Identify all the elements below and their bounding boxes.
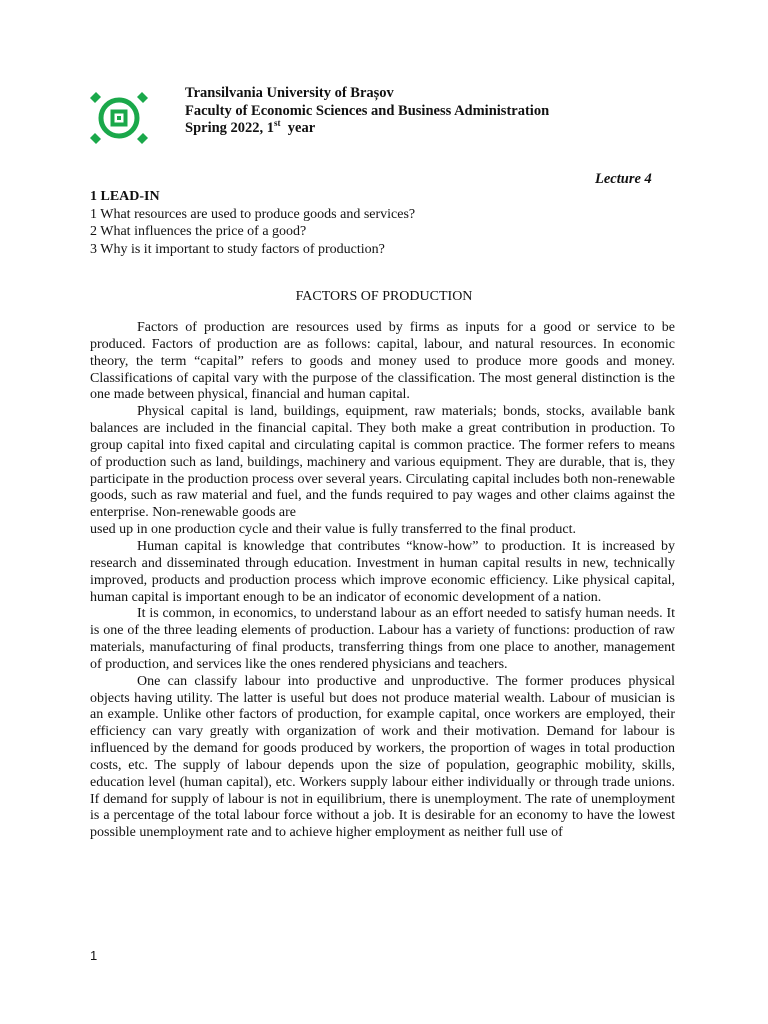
university-logo — [88, 90, 150, 146]
university-name: Transilvania University of Brașov — [185, 85, 394, 101]
document-header — [185, 85, 549, 138]
lecture-label: Lecture 4 — [595, 171, 652, 187]
body-paragraph: It is common, in economics, to understand labour as an effort needed to satisfy human needs. It is one of the three leading elements of production. Labour has a variety of functions: production of raw materials, manufacturing of final products, transferring things from one place to another, management of production, and services like the ones rendered physicians and teachers. — [90, 606, 675, 672]
term-prefix: Spring 2022, 1 — [185, 120, 275, 136]
leadin-section — [90, 188, 415, 258]
page-number: 1 — [90, 948, 98, 963]
term-line — [185, 120, 549, 138]
section-title: FACTORS OF PRODUCTION — [295, 289, 473, 304]
leadin-question: 1 What resources are used to produce goods and services? — [90, 206, 416, 222]
body-paragraph: used up in one production cycle and their value is fully transferred to the final product. — [90, 522, 576, 538]
term-suffix: year — [280, 120, 316, 136]
leadin-heading: 1 LEAD-IN — [90, 189, 160, 204]
document-body — [90, 320, 675, 842]
university-logo-icon — [88, 90, 150, 146]
body-paragraph: Physical capital is land, buildings, equipment, raw materials; bonds, stocks, available bank balances are included in the financial capital. They both make a great contribution in production. To group capital into fixed capital and circulating capital is common practice. The former refers to means of production such as land, buildings, machinery and various equipment. They are durable, that is, they participate in the production process over several years. Circulating capital includes both non-renewable goods, such as raw material and fuel, and the funds required to pay wages and other claims against the enterprise. Non-renewable goods are — [90, 404, 675, 521]
body-paragraph: Factors of production are resources used by firms as inputs for a good or service to be produced. Factors of production are as follows: capital, labour, and natural resources. In economic theory, the term “capital” refers to goods and money used to produce more goods and money. Classifications of capital vary with the purpose of the classification. The most general distinction is the one made between physical, financial and human capital. — [90, 320, 675, 403]
leadin-question: 2 What influences the price of a good? — [90, 224, 307, 239]
body-paragraph: One can classify labour into productive and unproductive. The former produces physical objects having utility. The latter is useful but does not produce material wealth. Labour of musician is an example. Unlike other factors of production, for example capital, once workers are employed, their efficiency can vary greatly with organization of work and their motivation. Demand for labour is influenced by the demand for goods produced by workers, the proportion of wages in total production costs, etc. The supply of labour depends upon the size of population, geographic mobility, skills, education level (human capital), etc. Workers supply labour either individually or through trade unions. If demand for supply of labour is not in equilibrium, there is unemployment. The rate of unemployment is a percentage of the total labour force without a job. It is desirable for an economy to have the lowest possible unemployment rate and to achieve higher employment as neither full use of — [90, 673, 675, 841]
term-superscript: st — [274, 118, 281, 128]
body-paragraph: Human capital is knowledge that contributes “know-how” to production. It is increased by research and disseminated through education. Investment in human capital results in new, technically improved, products and production process which improve economic efficiency. Like physical capital, human capital is important enough to be an indicator of economic development of a nation. — [90, 538, 675, 605]
faculty-name: Faculty of Economic Sciences and Business Administration — [185, 102, 550, 119]
leadin-question: 3 Why is it important to study factors of production? — [90, 241, 385, 257]
